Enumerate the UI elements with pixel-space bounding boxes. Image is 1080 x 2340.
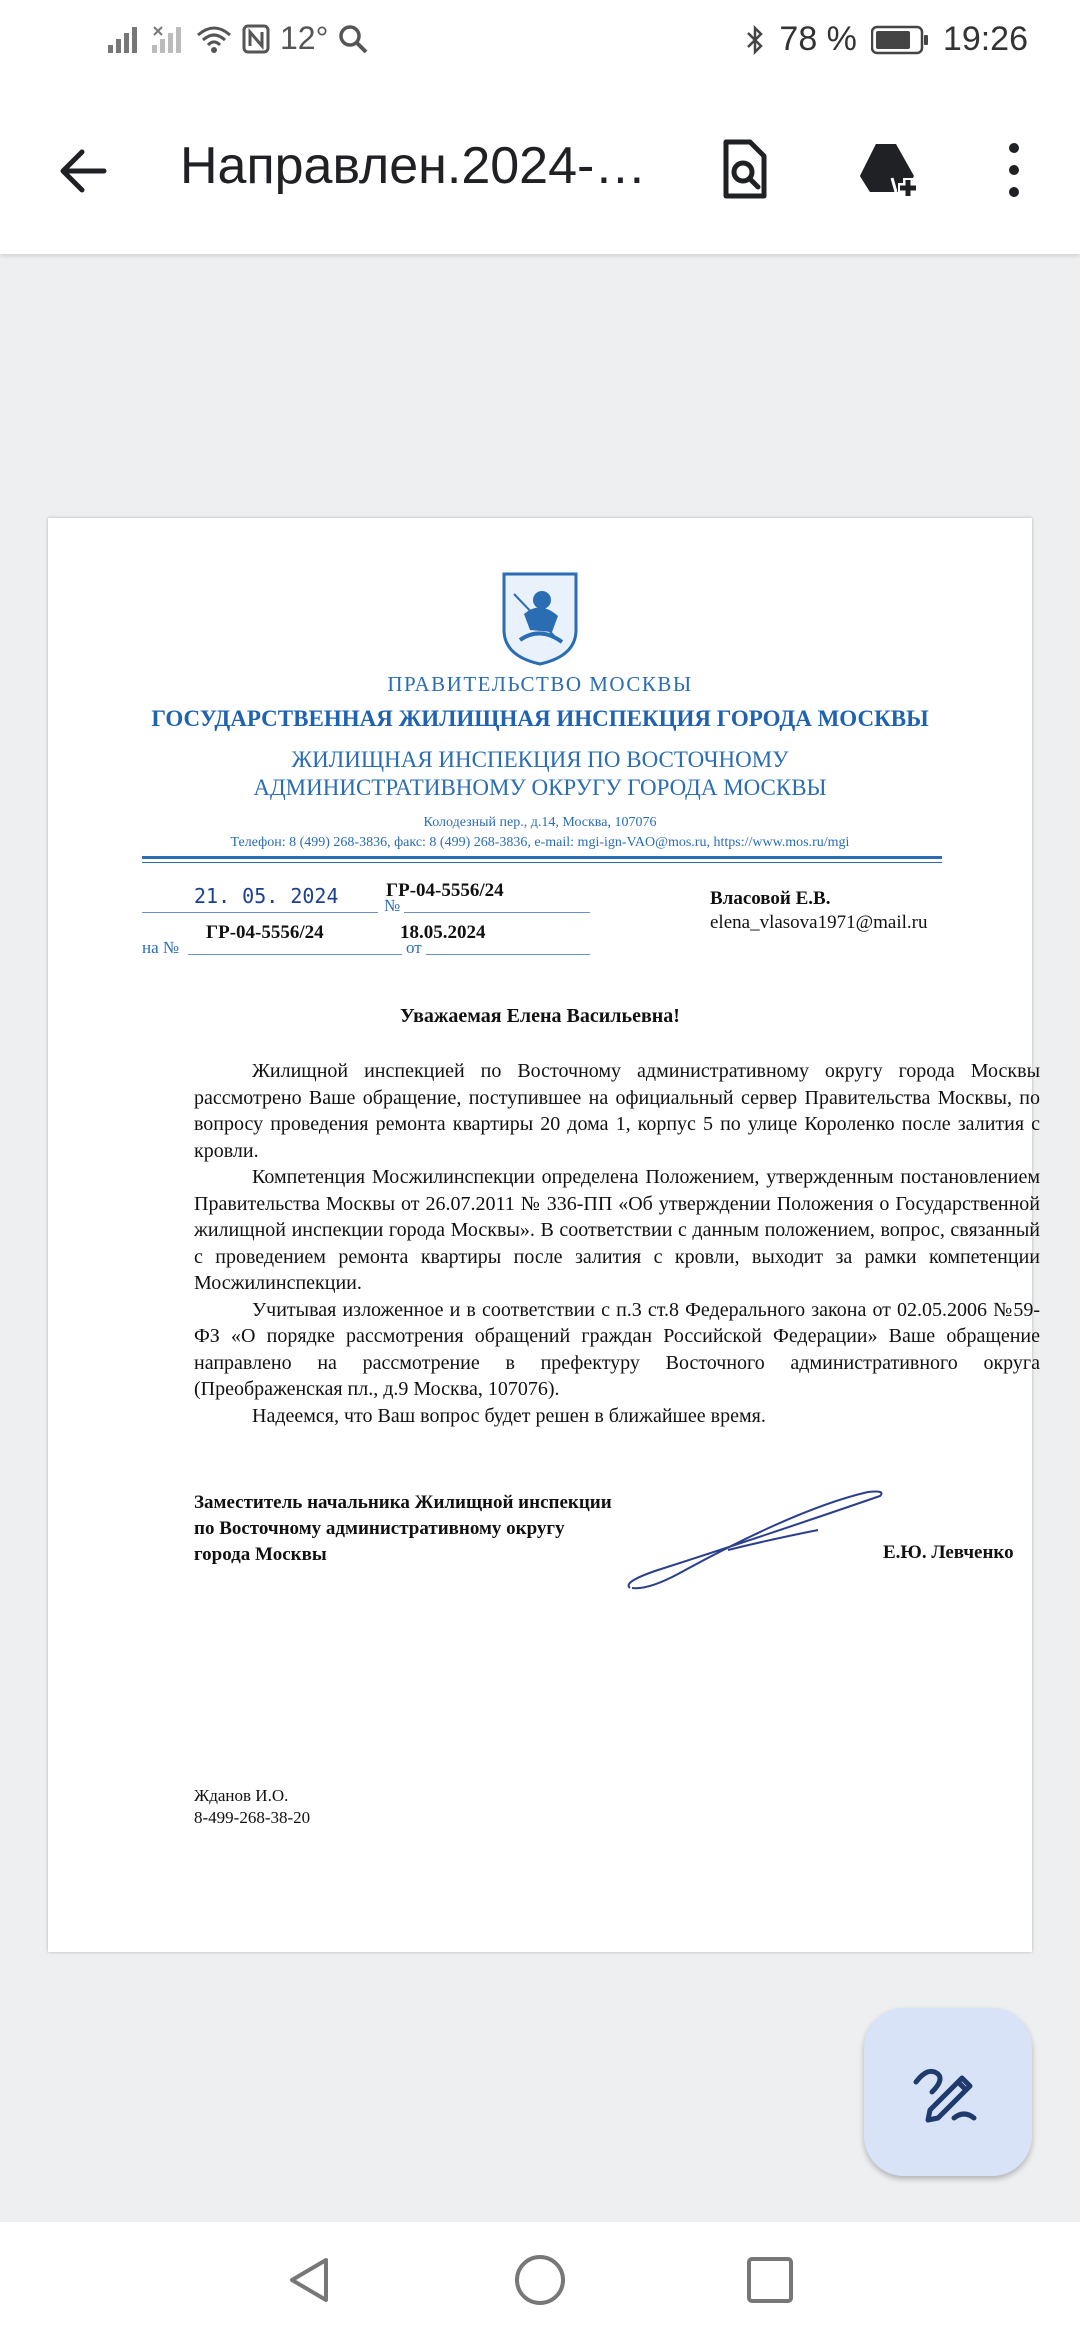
org-line-government: ПРАВИТЕЛЬСТВО МОСКВЫ: [387, 672, 693, 696]
date-underline: [142, 912, 378, 913]
status-left: [108, 20, 368, 57]
signature-line: по Восточному административному округу: [194, 1518, 565, 1539]
org-line-district-1: ЖИЛИЩНАЯ ИНСПЕКЦИЯ ПО ВОСТОЧНОМУ: [291, 747, 789, 772]
header-rule-thin: [142, 862, 942, 863]
nav-recents-icon[interactable]: [742, 2252, 798, 2308]
moscow-coat-of-arms-icon: [500, 570, 580, 666]
greeting: Уважаемая Елена Васильевна!: [400, 1005, 680, 1027]
system-nav-bar: [0, 2222, 1080, 2340]
paragraph: Надеемся, что Ваш вопрос будет решен в ближайшее время.: [252, 1404, 766, 1427]
bluetooth-icon: [745, 24, 765, 56]
battery-percent: 78 %: [779, 20, 857, 58]
paragraph: Компетенция Мосжилинспекции определена Положением, утвержденным постановлением Правительства Москвы от 26.07.2011 № 336-ПП «Об утверждении Положения о Государственной жилищной инспекции города Москвы». В соответствии с данным положением, вопрос, связанный с проведением ремонта квартиры после залития с кровли, выходит за рамки компетенции Мосжилинспекции.: [194, 1166, 1040, 1294]
number-label: №: [384, 896, 401, 915]
document-title: Направлен.2024-…: [180, 137, 647, 195]
reply-date: 18.05.2024: [400, 922, 486, 943]
temperature: 12°: [280, 20, 329, 56]
signer-name: Е.Ю. Левченко: [883, 1542, 1014, 1563]
org-line-district-2: АДМИНИСТРАТИВНОМУ ОКРУГУ ГОРОДА МОСКВЫ: [253, 775, 827, 800]
header-rule: [142, 856, 942, 859]
registration-number: ГР-04-5556/24: [386, 880, 504, 901]
org-address: Колодезный пер., д.14, Москва, 107076: [423, 815, 657, 830]
signal-icon: [108, 25, 142, 53]
executor-name: Жданов И.О.: [194, 1786, 289, 1805]
status-bar: [0, 0, 1080, 86]
org-contacts: Телефон: 8 (499) 268-3836, факс: 8 (499) 268-3836, e-mail: mgi-ign-VAO@mos.ru, https://www.mos.ru/mgi: [230, 835, 850, 850]
from-label: от: [406, 938, 422, 957]
reply-to-label: на №: [142, 938, 180, 957]
back-arrow-icon[interactable]: [50, 136, 120, 206]
paragraph: Учитывая изложенное и в соответствии с п.3 ст.8 Федерального закона от 02.05.2006 №59-ФЗ «О порядке рассмотрения обращений граждан Российской Федерации» Ваше обращение направлено на рассмотрение в префектуру Восточного административного округа (Преображенская пл., д.9 Москва, 107076).: [194, 1298, 1040, 1400]
search-icon: [338, 24, 368, 54]
nfc-icon: [242, 24, 270, 54]
letter-body: [194, 1058, 1040, 1429]
signal-no-service-icon: [152, 25, 186, 53]
handwritten-signature: [618, 1478, 888, 1598]
document-page: [48, 518, 1040, 1952]
clock: 19:26: [942, 20, 1028, 58]
org-line-district: [48, 746, 1032, 802]
find-in-document-icon[interactable]: [708, 134, 780, 206]
more-options-icon[interactable]: [978, 134, 1050, 206]
registration-date: 21. 05. 2024: [194, 884, 339, 908]
signature-block: [194, 1490, 612, 1568]
reply-number: ГР-04-5556/24: [206, 922, 324, 943]
recipient-name: Власовой Е.В.: [710, 888, 831, 909]
status-right: [745, 20, 1028, 59]
battery-icon: [871, 25, 929, 55]
recipient-email: elena_vlasova1971@mail.ru: [710, 912, 928, 933]
nav-home-icon[interactable]: [512, 2252, 568, 2308]
executor-phone: 8-499-268-38-20: [194, 1808, 311, 1827]
wifi-icon: [196, 25, 232, 53]
edit-sign-button[interactable]: [864, 2008, 1032, 2176]
reply-underline: [188, 954, 402, 955]
signature-line: города Москвы: [194, 1544, 327, 1565]
edit-pen-icon: [908, 2052, 988, 2132]
signature-line: Заместитель начальника Жилищной инспекции: [194, 1492, 612, 1513]
paragraph: Жилищной инспекцией по Восточному административному округу города Москвы рассмотрено Ваше обращение, поступившее на официальный сервер Правительства Москвы, по вопросу проведения ремонта квартиры 20 дома 1, корпус 5 по улице Короленко после залития с кровли.: [194, 1060, 1040, 1162]
app-bar: [0, 86, 1080, 254]
org-line-inspection: ГОСУДАРСТВЕННАЯ ЖИЛИЩНАЯ ИНСПЕКЦИЯ ГОРОДА МОСКВЫ: [151, 706, 929, 731]
nav-back-icon[interactable]: [282, 2252, 338, 2308]
number-underline: [404, 912, 590, 913]
add-to-drive-icon[interactable]: [852, 134, 924, 206]
reply-date-underline: [426, 954, 590, 955]
